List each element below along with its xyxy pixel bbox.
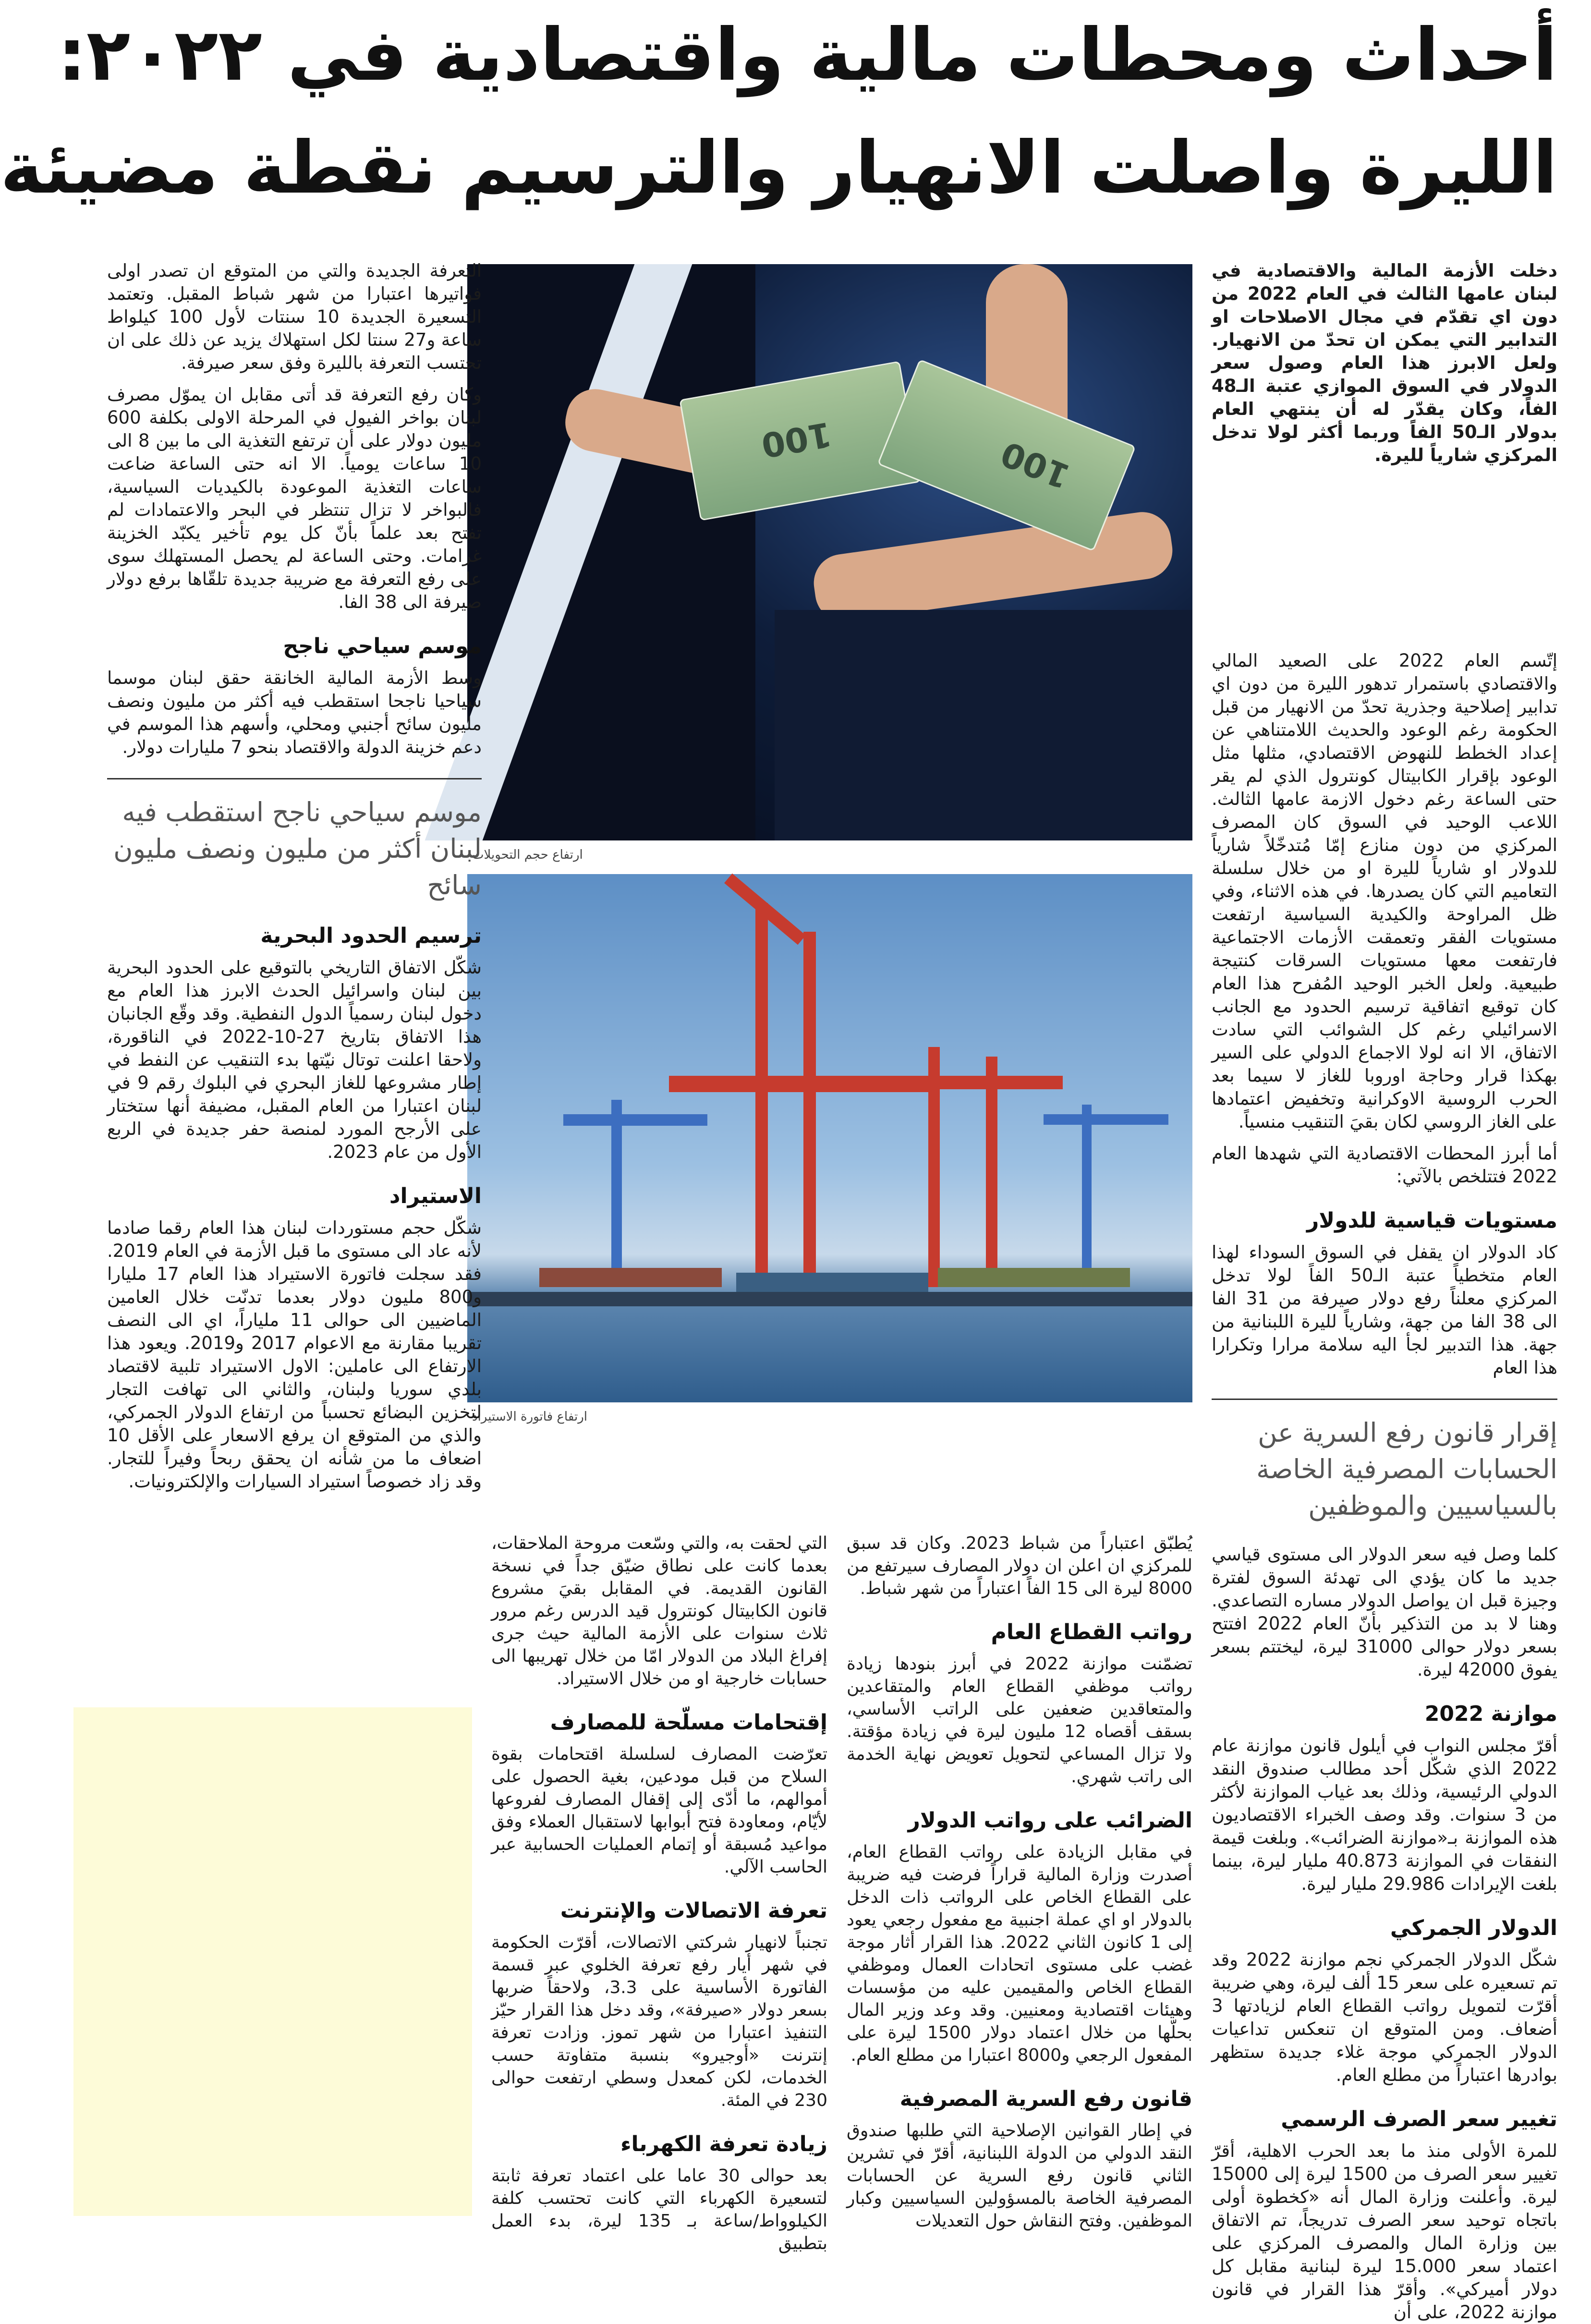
banknote-value-left: 100 — [758, 414, 835, 465]
col4-paragraph-1: التعرفة الجديدة والتي من المتوقع ان تصدر اولى فواتيرها اعتبارا من شهر شباط المقبل. وتعتمد التسعيرة الجديدة 10 سنتات لأول 100 كيلواط ساعة و27 سنتا لكل استهلاك يزيد عن ذلك على ان تحتسب التعرفة بالليرة وفق سعر صيرفة. — [107, 260, 482, 373]
money-photo-caption: ارتفاع حجم التحويلات — [472, 848, 583, 862]
headline-line-2: الليرة واصلت الانهيار والترسيم نقطة مضيئة — [0, 126, 1557, 210]
section-heading-imports: الاستيراد — [389, 1184, 482, 1208]
section-heading-raids: إقتحامات مسلّحة للمصارف — [550, 1710, 827, 1735]
dollar-paragraph: كاد الدولار ان يقفل في السوق السوداء لهذا العام متخطياً عتبة الـ50 الفاً لولا تدخل المركزي معلناً رفع دولار صيرفة من 31 الفا الى 38 الفا من جهة، وشارياً لليرة اللبنانية من جهة. هذا التدبير لجأ اليه سلامة مرارا وتكرارا هذا العام — [1212, 1242, 1558, 1378]
budget-paragraph: أقرّ مجلس النواب في أيلول قانون موازنة عام 2022 الذي شكّل أحد مطالب صندوق النقد الدولي الرئيسية، وذلك بعد غياب الموازنة لأكثر من 3 سنوات. وقد وصف الخبراء الاقتصاديون هذه الموازنة بـ«موازنة الضرائب». وبلغت قيمة النفقات في الموازنة 40.873 مليار ليرة، بينما بلغت الإيرادات 29.986 مليار ليرة. — [1212, 1735, 1557, 1894]
section-heading-dollar: مستويات قياسية للدولار — [1306, 1208, 1557, 1233]
section-heading-secrecy: قانون رفع السرية المصرفية — [899, 2087, 1192, 2111]
dollar-paragraph-2: كلما وصل فيه سعر الدولار الى مستوى قياسي جديد ما كان يؤدي الى تهدئة السوق لفترة وجيزة قبل ان يواصل الدولار مساره التصاعدي. وهنا لا بد من التذكير بأنّ العام 2022 افتتح بسعر دولار حوالى 31000 ليرة، ليختتم بسعر يفوق 42000 ليرة. — [1212, 1544, 1557, 1680]
telecom-paragraph: تجنباً لانهيار شركتي الاتصالات، أقرّت الحكومة في شهر أيار رفع تعرفة الخلوي عبر قسمة الفاتورة الأساسية على 3.3، ولاحقاً ضربها بسعر دولار «صيرفة»، وقد دخل هذا القرار حيّز التنفيذ اعتبارا من شهر تموز. وزادت تعرفة إنترنت «أوجيرو» بنسبة متفاوتة حسب الخدمات، لكن كمعدل وسطي ارتفعت حوالى 230 في المئة. — [491, 1933, 828, 2110]
section-heading-border: ترسيم الحدود البحرية — [260, 924, 482, 948]
intro-paragraph-2: أما أبرز المحطات الاقتصادية التي شهدها العام 2022 فتتلخص بالآتي: — [1212, 1143, 1557, 1187]
headline-line-1: أحداث ومحطات مالية واقتصادية في ٢٠٢٢: — [57, 13, 1557, 97]
section-heading-rate: تغيير سعر الصرف الرسمي — [1281, 2107, 1557, 2131]
money-exchange-photo — [467, 264, 1192, 840]
customs-paragraph: شكّل الدولار الجمركي نجم موازنة 2022 وقد تم تسعيره على سعر 15 ألف ليرة، وهي ضريبة أقرّت لتمويل رواتب القطاع العام لزيادتها 3 أضعاف. ومن المتوقع ان تنعكس تداعيات الدولار الجمركي موجة غلاء جديدة ستظهر بوادرها اعتباراً من مطلع العام. — [1212, 1949, 1557, 2085]
banknote-value-right: 100 — [995, 433, 1076, 497]
article-column-4 — [107, 259, 482, 1604]
tax-paragraph: في مقابل الزيادة على رواتب القطاع العام، أصدرت وزارة المالية قراراً فرضت فيه ضريبة على القطاع الخاص على الرواتب ذات الدخل بالدولار او اي عملة اجنبية مع مفعول رجعي يعود إلى 1 كانون الثاني 2022. هذا القرار أثار موجة غضب على مستوى اتحادات العمال وموظفي القطاع الخاص والمقيمين عليه من مؤسسات وهيئات اقتصادية ومعنيين. وقد وعد وزير المال بحلّها من خلال اعتماد دولار 1500 ليرة على المفعول الرجعي و8000 اعتبارا من مطلع العام. — [847, 1842, 1192, 2065]
salaries-paragraph: تضمّنت موازنة 2022 في أبرز بنودها زيادة رواتب موظفي القطاع العام والمتقاعدين والمتعاقدين ضعفين على الراتب الأساسي، بسقف أقصاه 12 مليون ليرة في زيادة مؤقتة. ولا تزال المساعي لتحويل تعويض نهاية الخدمة الى راتب شهري. — [847, 1654, 1192, 1787]
rate-paragraph: للمرة الأولى منذ ما بعد الحرب الاهلية، أقرّ تغيير سعر الصرف من 1500 ليرة إلى 15000 ليرة. وأعلنت وزارة المال أنه «كخطوة أولى باتجاه توحيد سعر الصرف تدريجاً، تم الاتفاق بين وزارة المال والمصرف المركزي على اعتماد سعر 15.000 ليرة لبنانية مقابل كل دولار أميركي». وأقرّ هذا القرار في قانون موازنة 2022، على أن — [1212, 2141, 1557, 2323]
secrecy-paragraph: في إطار القوانين الإصلاحية التي طلبها صندوق النقد الدولي من الدولة اللبنانية، أقرّ في تشرين الثاني قانون رفع السرية عن الحسابات المصرفية الخاصة بالمسؤولين السياسيين وكبار الموظفين. وفتح النقاش حول التعديلات — [847, 2121, 1192, 2231]
section-heading-telecom: تعرفة الاتصالات والإنترنت — [560, 1898, 827, 1923]
section-heading-budget: موازنة 2022 — [1424, 1702, 1557, 1726]
imports-paragraph: شكّل حجم مستوردات لبنان هذا العام رقما صادما لأنه عاد الى مستوى ما قبل الأزمة في العام 2019. فقد سجلت فاتورة الاستيراد هذا العام 17 مليارا و800 مليون دولار بعدما تدنّت خلال العامين الماضيين الى حوالى 11 ملياراً، اي الى النصف تقريبا مقارنة مع الاعوام 2017 و2019. ويعود هذا الارتفاع الى عاملين: الاول الاستيراد تلبية لاقتصاد بلدي سوريا ولبنان، والثاني الى تهافت التجار لتخزين البضائع تحسباً من ارتفاع الدولار الجمركي، والذي من المتوقع ان يرفع الاسعار على الأقل 10 اضعاف ما من شأنه ان يحقق ربحاً وفيراً للتجار. وقد زاد خصوصاً استيراد السيارات والإلكترونيات. — [107, 1217, 482, 1492]
section-heading-tax: الضرائب على رواتب الدولار — [908, 1808, 1192, 1833]
article-column-1 — [1212, 259, 1558, 2323]
col4-paragraph-2: وكان رفع التعرفة قد أتى مقابل ان يموّل مصرف لبنان بواخر الفيول في المرحلة الاولى بكلفة 600 مليون دولار على أن ترتفع التغذية الى ما بين 8 الى 10 ساعات يومياً. الا انه حتى الساعة ضاعت ساعات التغذية الموعودة بالكيديات السياسية، فالبواخر لا تزال تنتظر في البحر والاعتمادات لم تفتح بعد علماً بأنّ كل يوم تأخير يكبّد الخزينة غرامات. وحتى الساعة لم يحصل المستهلك سوى على رفع التعرفة مع ضريبة جديدة تلقّاها برفع دولار صيرفة الى 38 الفا. — [107, 384, 482, 612]
col2-paragraph-1: يُطبّق اعتباراً من شباط 2023. وكان قد سبق للمركزي ان اعلن ان دولار المصارف سيرتفع من 8000 ليرة الى 15 الفاً اعتباراً من شهر شباط. — [847, 1533, 1192, 1598]
section-heading-tourism: موسم سياحي ناجح — [283, 634, 482, 658]
advertisement-area — [73, 1707, 472, 2216]
article-column-2 — [847, 1532, 1192, 2231]
intro-paragraph: إتّسم العام 2022 على الصعيد المالي والاقتصادي باستمرار تدهور الليرة من دون اي تدابير إصلاحية وجذرية تحدّ من الانهيار من قبل الحكومة رغم الوعود والحديث اللامتناهي عن إعداد الخطط للنهوض الاقتصادي، مثلها مثل الوعود بإقرار الكابيتال كونترول الذي لم يقر حتى الساعة رغم دخول الازمة عامها الثالث. اللاعب الوحيد في السوق كان المصرف المركزي من دون منازع إمّا مُتدخّلاً شارياً للدولار او شارياً لليرة او من خلال سلسلة التعاميم التي كان يصدرها. في هذه الاثناء، وفي ظل المراوحة والكيدية السياسية ارتفعت مستويات الفقر وتعمقت الأزمات الاجتماعية فارتفعت معها مستويات السرقات كنتيجة طبيعية. ولعل الخبر الوحيد المُفرح هذا العام كان توقيع اتفاقية ترسيم الحدود مع الجانب الاسرائيلي رغم كل الشوائب التي سادت الاتفاق، الا انه لولا الاجماع الدولي على السير بهكذا قرار وحاجة اوروبا للغاز لا سيما بعد الحرب الروسية الاوكرانية وتخفيض اعتمادها على الغاز الروسي لكان بقيَ التنقيب منسياً. — [1212, 650, 1557, 1132]
section-heading-power: زيادة تعرفة الكهرباء — [620, 2132, 827, 2156]
port-photo-caption: ارتفاع فاتورة الاستيراد — [472, 1410, 588, 1424]
border-paragraph: شكّل الاتفاق التاريخي بالتوقيع على الحدود البحرية بين لبنان واسرائيل الحدث الابرز هذا العام مع دخول لبنان رسمياً الدول النفطية. وقد وقّع الجانبان هذا الاتفاق بتاريخ 27-10-2022 في الناقورة، ولاحقا اعلنت توتال نيّتها بدء التنقيب عن النفط في إطار مشروعها للغاز البحري في البلوك رقم 9 في لبنان اعتبارا من العام المقبل، مضيفة أنها ستختار على الأرجح المورد لمنصة حفر جديدة في الربع الأول من عام 2023. — [107, 957, 482, 1162]
section-heading-customs: الدولار الجمركي — [1390, 1916, 1557, 1940]
article-lead: دخلت الأزمة المالية والاقتصادية في لبنان عامها الثالث في العام 2022 من دون اي تقدّم في مجال الاصلاحات او التدابير التي يمكن ان تحدّ من الانهيار. ولعل الابرز هذا العام وصول سعر الدولار في السوق الموازي عتبة الـ48 الفاً، وكان يقدّر له أن ينتهي العام بدولار الـ50 الفاً وربما أكثر لولا تدخل المركزي شارياً لليرة. — [1212, 260, 1557, 465]
pull-quote-secrecy: إقرار قانون رفع السرية عن الحسابات المصرفية الخاصة بالسياسيين والموظفين — [1212, 1399, 1557, 1524]
col3-paragraph-1: التي لحقت به، والتي وسّعت مروحة الملاحقات، بعدما كانت على نطاق ضيّق جداً في نسخة القانون القديمة. في المقابل بقيَ مشروع قانون الكابيتال كونترول قيد الدرس رغم مرور ثلاث سنوات على الأزمة المالية حيث جرى إفراغ البلاد من الدولار امّا من خلال تهريبها الى حسابات خارجية او من خلال الاستيراد. — [491, 1533, 827, 1689]
raids-paragraph: تعرّضت المصارف لسلسلة اقتحامات بقوة السلاح من قبل مودعين، بغية الحصول على أموالهم، ما أدّى إلى إقفال المصارف لفروعها لأيّام، ومعاودة فتح أبوابها لاستقبال العملاء وفق مواعيد مُسبقة أو إتمام العمليات الحسابية عبر الحاسب الآلي. — [491, 1744, 827, 1877]
port-cranes-photo — [467, 874, 1192, 1402]
power-paragraph: بعد حوالى 30 عاما على اعتماد تعرفة ثابتة لتسعيرة الكهرباء التي كانت تحتسب كلفة الكيلوواط/ساعة بـ 135 ليرة، بدء العمل بتطبيق — [491, 2166, 828, 2253]
tourism-paragraph: وسط الأزمة المالية الخانقة حقق لبنان موسما سياحيا ناجحا استقطب فيه أكثر من مليون ونصف مليون سائح أجنبي ومحلي، وأسهم هذا الموسم في دعم خزينة الدولة والاقتصاد بنحو 7 مليارات دولار. — [107, 668, 482, 757]
article-column-3 — [491, 1532, 828, 2253]
section-heading-salaries: رواتب القطاع العام — [991, 1620, 1192, 1644]
pull-quote-tourism: موسم سياحي ناجح استقطب فيه لبنان أكثر من مليون ونصف مليون سائح — [107, 778, 482, 903]
